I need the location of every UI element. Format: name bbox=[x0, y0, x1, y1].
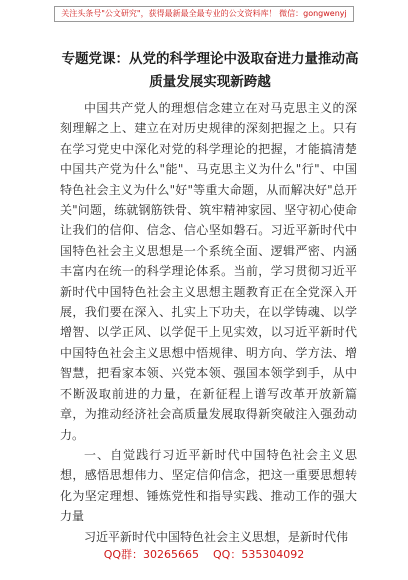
page-footer bbox=[0, 548, 408, 562]
body-paragraph: 中国共产党人的理想信念建立在对马克思主义的深刻理解之上、建立在对历史规律的深刻把握之上。只有在学习党史中深化对党的科学理论的把握，才能搞清楚中国共产党为什么"能"、马克思主义为什么"行"、中国特色社会主义为什么"好"等重大命题，从而解决好"总开关"问题，练就钢筋铁骨、筑牢精神家园、坚守初心使命让我们的信仰、信念、信心坚如磐石。习近平新时代中国特色社会主义思想是一个系统全面、逻辑严密、内涵丰富内在统一的科学理论体系。当前，学习贯彻习近平新时代中国特色社会主义思想主题教育正在全党深入开展，我们要在深入、扎实上下功夫，在以学铸魂、以学增智、以学正风、以学促干上见实效，以习近平新时代中国特色社会主义思想中悟规律、明方向、学方法、增智慧，把看家本领、兴党本领、强国本领学到手，从中不断汲取前进的力量，在新征程上谱写改革开放新篇章，为推动经济社会高质量发展取得新突破注入强劲动力。 bbox=[60, 101, 357, 442]
top-banner bbox=[0, 6, 408, 22]
banner-notice: 关注头条号"公文研究"，获得最新最全最专业的公文资料库！ 微信：gongwenyj bbox=[54, 6, 354, 22]
document-body bbox=[60, 98, 357, 547]
footer-qq: QQ：535304092 bbox=[213, 548, 305, 561]
section-heading: 一、自觉践行习近平新时代中国特色社会主义思想，感悟思想伟力、坚定信仰信念，把这一重要思想转化为坚定理想、锤炼党性和指导实践、推动工作的强大力量 bbox=[60, 447, 357, 524]
body-paragraph: 习近平新时代中国特色社会主义思想，是新时代伟 bbox=[84, 529, 349, 544]
footer-qq-group: QQ群：30265665 bbox=[103, 548, 199, 561]
document-title: 专题党课：从党的科学理论中汲取奋进力量推动高质量发展实现新跨越 bbox=[61, 51, 359, 90]
